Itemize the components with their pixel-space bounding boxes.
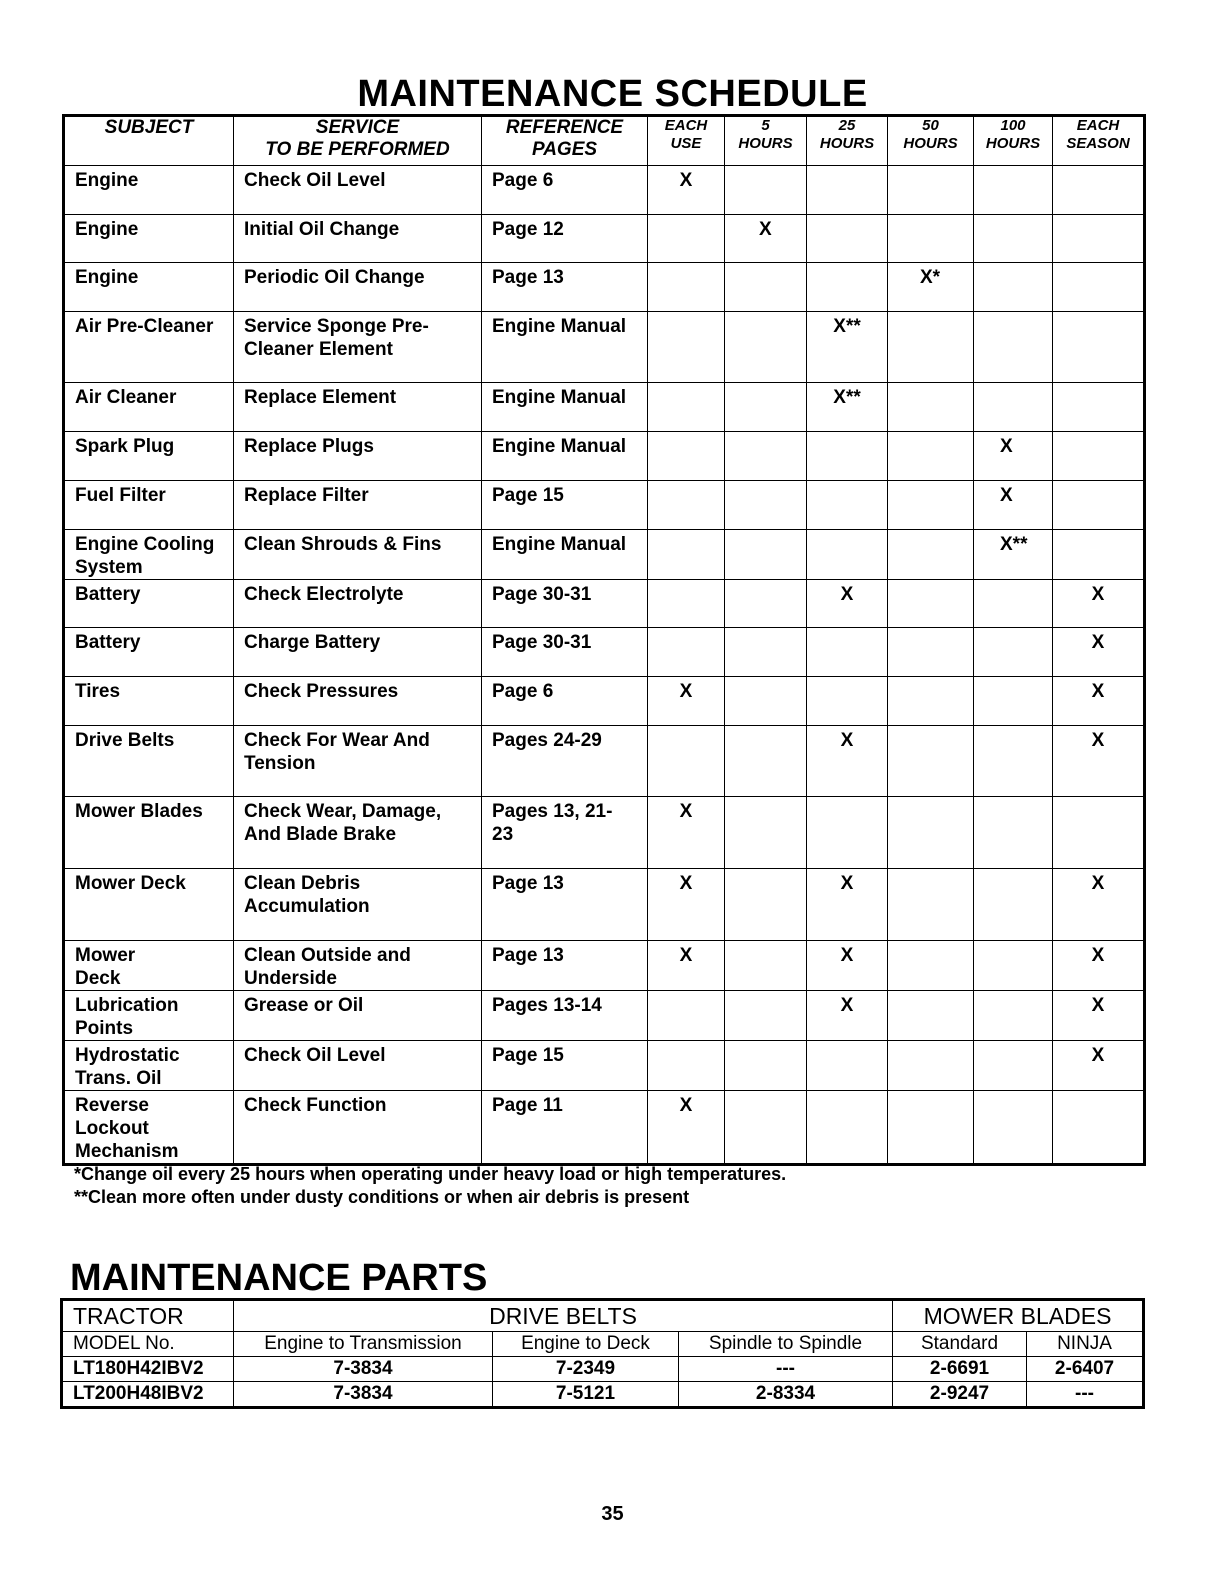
100-hours-mark: X** xyxy=(974,530,1053,580)
5-hours-mark xyxy=(725,726,807,797)
50-hours-mark xyxy=(888,1091,974,1165)
5-hours-mark: X xyxy=(725,215,807,263)
5-hours-mark xyxy=(725,1091,807,1165)
5-hours-mark xyxy=(725,797,807,869)
each-use-mark: X xyxy=(648,166,725,215)
note-clean: **Clean more often under dusty conditions or when air debris is present xyxy=(74,1187,690,1207)
schedule-row xyxy=(64,481,1145,530)
engine-to-transmission-part: 7-3834 xyxy=(234,1357,493,1382)
5-hours-mark xyxy=(725,432,807,481)
reference-cell: Page 15 xyxy=(482,481,648,530)
each-season-mark: X xyxy=(1053,941,1145,991)
25-hours-mark xyxy=(807,797,888,869)
each-season-mark xyxy=(1053,312,1145,383)
maintenance-schedule-table xyxy=(62,114,1146,1166)
25-hours-mark xyxy=(807,530,888,580)
each-season-mark xyxy=(1053,797,1145,869)
engine-to-transmission-part: 7-3834 xyxy=(234,1382,493,1408)
standard-blade-part: 2-9247 xyxy=(893,1382,1027,1408)
25-hours-mark: X** xyxy=(807,312,888,383)
100-hours-mark xyxy=(974,1041,1053,1091)
100-hours-mark xyxy=(974,941,1053,991)
header-100-hours: 100 HOURS xyxy=(974,116,1053,166)
service-cell: Clean Outside and Underside xyxy=(234,941,482,991)
subject-cell: Battery xyxy=(64,628,234,677)
25-hours-mark: X xyxy=(807,726,888,797)
25-hours-mark xyxy=(807,677,888,726)
each-use-mark: X xyxy=(648,677,725,726)
subject-cell: Fuel Filter xyxy=(64,481,234,530)
25-hours-mark xyxy=(807,1091,888,1165)
each-season-mark xyxy=(1053,263,1145,312)
schedule-row xyxy=(64,991,1145,1041)
subject-cell: Engine xyxy=(64,215,234,263)
service-cell: Service Sponge Pre- Cleaner Element xyxy=(234,312,482,383)
each-season-mark xyxy=(1053,481,1145,530)
25-hours-mark xyxy=(807,166,888,215)
each-season-mark xyxy=(1053,432,1145,481)
each-season-mark: X xyxy=(1053,991,1145,1041)
each-use-mark xyxy=(648,580,725,628)
header-each-season: EACH SEASON xyxy=(1053,116,1145,166)
25-hours-mark xyxy=(807,1041,888,1091)
engine-to-deck-part: 7-5121 xyxy=(493,1382,679,1408)
each-season-mark xyxy=(1053,166,1145,215)
reference-cell: Pages 13, 21- 23 xyxy=(482,797,648,869)
50-hours-mark xyxy=(888,481,974,530)
model-number: LT200H48IBV2 xyxy=(62,1382,234,1408)
parts-group-header-row xyxy=(62,1300,1144,1332)
schedule-row xyxy=(64,166,1145,215)
reference-cell: Page 11 xyxy=(482,1091,648,1165)
header-drive-belts: DRIVE BELTS xyxy=(234,1300,893,1332)
5-hours-mark xyxy=(725,580,807,628)
reference-cell: Page 12 xyxy=(482,215,648,263)
each-use-mark xyxy=(648,530,725,580)
each-use-mark: X xyxy=(648,869,725,941)
25-hours-mark: X xyxy=(807,991,888,1041)
50-hours-mark xyxy=(888,677,974,726)
schedule-row xyxy=(64,312,1145,383)
100-hours-mark: X xyxy=(974,481,1053,530)
schedule-row xyxy=(64,530,1145,580)
subject-cell: Mower Blades xyxy=(64,797,234,869)
100-hours-mark xyxy=(974,166,1053,215)
ninja-blade-part: --- xyxy=(1027,1382,1144,1408)
header-model-no: MODEL No. xyxy=(62,1332,234,1357)
service-cell: Check For Wear And Tension xyxy=(234,726,482,797)
service-cell: Check Electrolyte xyxy=(234,580,482,628)
schedule-row xyxy=(64,677,1145,726)
schedule-title: MAINTENANCE SCHEDULE xyxy=(357,73,868,115)
schedule-row xyxy=(64,726,1145,797)
subject-cell: Air Pre-Cleaner xyxy=(64,312,234,383)
25-hours-mark: X xyxy=(807,941,888,991)
each-use-mark xyxy=(648,215,725,263)
100-hours-mark xyxy=(974,991,1053,1041)
service-cell: Check Oil Level xyxy=(234,166,482,215)
schedule-notes xyxy=(74,1163,786,1209)
each-use-mark xyxy=(648,481,725,530)
subject-cell: Air Cleaner xyxy=(64,383,234,432)
each-season-mark xyxy=(1053,530,1145,580)
5-hours-mark xyxy=(725,383,807,432)
100-hours-mark xyxy=(974,677,1053,726)
each-use-mark xyxy=(648,1041,725,1091)
parts-row xyxy=(62,1357,1144,1382)
each-season-mark xyxy=(1053,215,1145,263)
each-use-mark: X xyxy=(648,1091,725,1165)
50-hours-mark xyxy=(888,726,974,797)
service-cell: Replace Element xyxy=(234,383,482,432)
subject-cell: Reverse Lockout Mechanism xyxy=(64,1091,234,1165)
schedule-row xyxy=(64,797,1145,869)
reference-cell: Page 13 xyxy=(482,941,648,991)
service-cell: Replace Plugs xyxy=(234,432,482,481)
service-cell: Check Oil Level xyxy=(234,1041,482,1091)
5-hours-mark xyxy=(725,312,807,383)
100-hours-mark: X xyxy=(974,432,1053,481)
100-hours-mark xyxy=(974,263,1053,312)
subject-cell: Hydrostatic Trans. Oil xyxy=(64,1041,234,1091)
5-hours-mark xyxy=(725,166,807,215)
header-50-hours: 50 HOURS xyxy=(888,116,974,166)
header-engine-to-deck: Engine to Deck xyxy=(493,1332,679,1357)
50-hours-mark xyxy=(888,383,974,432)
maintenance-parts-table xyxy=(60,1298,1145,1409)
header-standard: Standard xyxy=(893,1332,1027,1357)
subject-cell: Mower Deck xyxy=(64,941,234,991)
reference-cell: Page 15 xyxy=(482,1041,648,1091)
50-hours-mark xyxy=(888,312,974,383)
50-hours-mark: X* xyxy=(888,263,974,312)
parts-row xyxy=(62,1382,1144,1408)
header-engine-to-transmission: Engine to Transmission xyxy=(234,1332,493,1357)
reference-cell: Pages 24-29 xyxy=(482,726,648,797)
50-hours-mark xyxy=(888,215,974,263)
service-cell: Initial Oil Change xyxy=(234,215,482,263)
100-hours-mark xyxy=(974,628,1053,677)
each-use-mark xyxy=(648,991,725,1041)
spindle-to-spindle-part: --- xyxy=(679,1357,893,1382)
each-season-mark: X xyxy=(1053,580,1145,628)
reference-cell: Page 6 xyxy=(482,166,648,215)
100-hours-mark xyxy=(974,383,1053,432)
25-hours-mark xyxy=(807,263,888,312)
25-hours-mark xyxy=(807,481,888,530)
50-hours-mark xyxy=(888,628,974,677)
model-number: LT180H42IBV2 xyxy=(62,1357,234,1382)
standard-blade-part: 2-6691 xyxy=(893,1357,1027,1382)
subject-cell: Lubrication Points xyxy=(64,991,234,1041)
subject-cell: Engine xyxy=(64,166,234,215)
5-hours-mark xyxy=(725,1041,807,1091)
100-hours-mark xyxy=(974,312,1053,383)
reference-cell: Page 13 xyxy=(482,869,648,941)
each-use-mark xyxy=(648,312,725,383)
schedule-row xyxy=(64,383,1145,432)
service-cell: Replace Filter xyxy=(234,481,482,530)
25-hours-mark: X xyxy=(807,580,888,628)
header-reference: REFERENCE PAGES xyxy=(482,116,648,166)
engine-to-deck-part: 7-2349 xyxy=(493,1357,679,1382)
subject-cell: Mower Deck xyxy=(64,869,234,941)
subject-cell: Engine xyxy=(64,263,234,312)
parts-title: MAINTENANCE PARTS xyxy=(70,1257,488,1299)
schedule-row xyxy=(64,580,1145,628)
reference-cell: Pages 13-14 xyxy=(482,991,648,1041)
100-hours-mark xyxy=(974,797,1053,869)
schedule-row xyxy=(64,628,1145,677)
each-use-mark xyxy=(648,628,725,677)
100-hours-mark xyxy=(974,869,1053,941)
schedule-row xyxy=(64,215,1145,263)
schedule-row xyxy=(64,263,1145,312)
5-hours-mark xyxy=(725,677,807,726)
100-hours-mark xyxy=(974,580,1053,628)
schedule-row xyxy=(64,1091,1145,1165)
50-hours-mark xyxy=(888,530,974,580)
25-hours-mark: X** xyxy=(807,383,888,432)
5-hours-mark xyxy=(725,530,807,580)
service-cell: Check Function xyxy=(234,1091,482,1165)
25-hours-mark xyxy=(807,432,888,481)
5-hours-mark xyxy=(725,991,807,1041)
subject-cell: Battery xyxy=(64,580,234,628)
25-hours-mark: X xyxy=(807,869,888,941)
100-hours-mark xyxy=(974,726,1053,797)
5-hours-mark xyxy=(725,628,807,677)
subject-cell: Engine Cooling System xyxy=(64,530,234,580)
reference-cell: Page 13 xyxy=(482,263,648,312)
each-season-mark: X xyxy=(1053,1041,1145,1091)
schedule-row xyxy=(64,869,1145,941)
header-each-use: EACH USE xyxy=(648,116,725,166)
header-5-hours: 5 HOURS xyxy=(725,116,807,166)
reference-cell: Engine Manual xyxy=(482,383,648,432)
each-season-mark: X xyxy=(1053,628,1145,677)
page-number: 35 xyxy=(601,1503,624,1525)
note-oil: *Change oil every 25 hours when operating under heavy load or high temperatures. xyxy=(74,1164,787,1184)
each-season-mark: X xyxy=(1053,677,1145,726)
service-cell: Check Wear, Damage, And Blade Brake xyxy=(234,797,482,869)
subject-cell: Drive Belts xyxy=(64,726,234,797)
parts-column-header-row xyxy=(62,1332,1144,1357)
reference-cell: Page 30-31 xyxy=(482,580,648,628)
service-cell: Periodic Oil Change xyxy=(234,263,482,312)
each-use-mark xyxy=(648,432,725,481)
50-hours-mark xyxy=(888,797,974,869)
service-cell: Charge Battery xyxy=(234,628,482,677)
each-use-mark: X xyxy=(648,941,725,991)
25-hours-mark xyxy=(807,628,888,677)
header-spindle-to-spindle: Spindle to Spindle xyxy=(679,1332,893,1357)
service-cell: Grease or Oil xyxy=(234,991,482,1041)
50-hours-mark xyxy=(888,166,974,215)
schedule-row xyxy=(64,432,1145,481)
service-cell: Check Pressures xyxy=(234,677,482,726)
service-cell: Clean Shrouds & Fins xyxy=(234,530,482,580)
each-use-mark xyxy=(648,383,725,432)
50-hours-mark xyxy=(888,941,974,991)
each-use-mark: X xyxy=(648,797,725,869)
25-hours-mark xyxy=(807,215,888,263)
5-hours-mark xyxy=(725,481,807,530)
subject-cell: Spark Plug xyxy=(64,432,234,481)
50-hours-mark xyxy=(888,1041,974,1091)
each-use-mark xyxy=(648,726,725,797)
each-use-mark xyxy=(648,263,725,312)
5-hours-mark xyxy=(725,941,807,991)
schedule-row xyxy=(64,941,1145,991)
each-season-mark xyxy=(1053,383,1145,432)
subject-cell: Tires xyxy=(64,677,234,726)
schedule-row xyxy=(64,1041,1145,1091)
reference-cell: Engine Manual xyxy=(482,432,648,481)
reference-cell: Engine Manual xyxy=(482,530,648,580)
50-hours-mark xyxy=(888,991,974,1041)
spindle-to-spindle-part: 2-8334 xyxy=(679,1382,893,1408)
each-season-mark: X xyxy=(1053,726,1145,797)
50-hours-mark xyxy=(888,432,974,481)
header-mower-blades: MOWER BLADES xyxy=(893,1300,1144,1332)
header-service: SERVICE TO BE PERFORMED xyxy=(234,116,482,166)
100-hours-mark xyxy=(974,1091,1053,1165)
50-hours-mark xyxy=(888,869,974,941)
header-tractor: TRACTOR xyxy=(62,1300,234,1332)
each-season-mark xyxy=(1053,1091,1145,1165)
schedule-header-row xyxy=(64,116,1145,166)
100-hours-mark xyxy=(974,215,1053,263)
service-cell: Clean Debris Accumulation xyxy=(234,869,482,941)
reference-cell: Page 6 xyxy=(482,677,648,726)
5-hours-mark xyxy=(725,263,807,312)
50-hours-mark xyxy=(888,580,974,628)
header-25-hours: 25 HOURS xyxy=(807,116,888,166)
reference-cell: Engine Manual xyxy=(482,312,648,383)
ninja-blade-part: 2-6407 xyxy=(1027,1357,1144,1382)
reference-cell: Page 30-31 xyxy=(482,628,648,677)
header-subject: SUBJECT xyxy=(64,116,234,166)
header-ninja: NINJA xyxy=(1027,1332,1144,1357)
5-hours-mark xyxy=(725,869,807,941)
each-season-mark: X xyxy=(1053,869,1145,941)
